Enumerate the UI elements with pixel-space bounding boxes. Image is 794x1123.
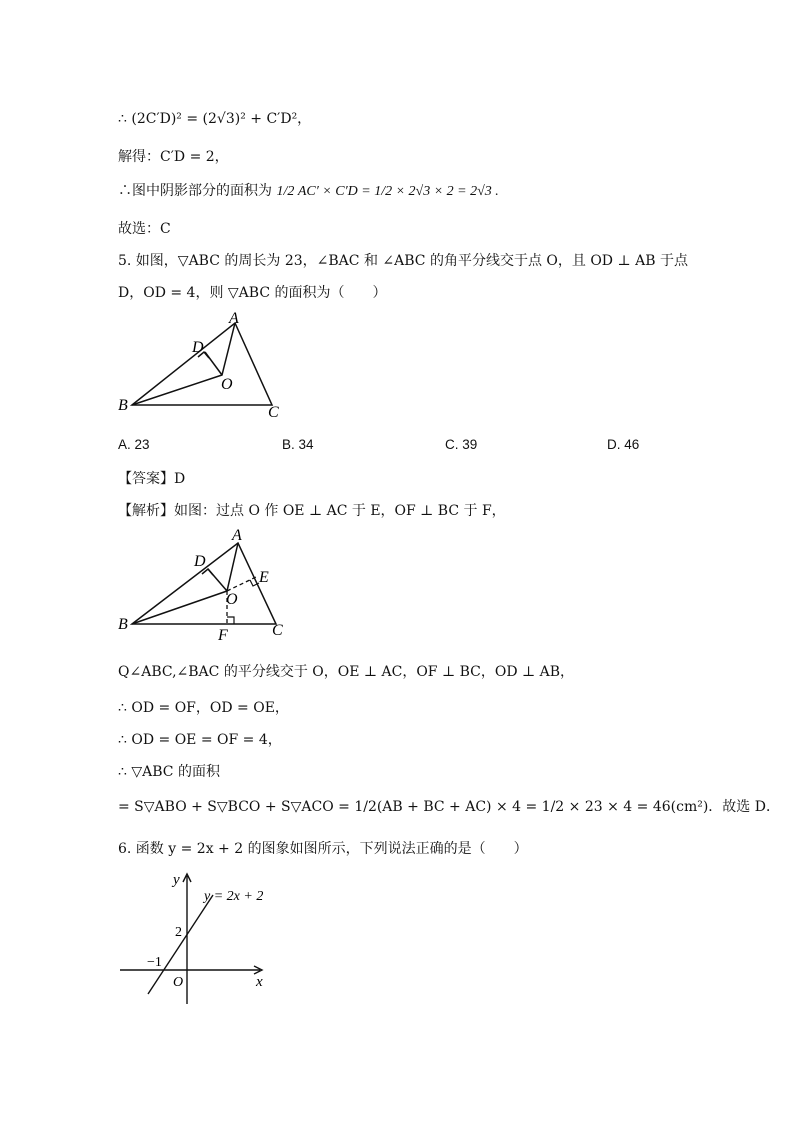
text-line-3 [118, 180, 499, 200]
option-d[interactable]: D. 46 [607, 437, 640, 452]
question-5-line-2: D，OD = 4，则 ▽ABC 的面积为（ ） [118, 285, 387, 301]
triangle-figure-2 [110, 520, 300, 645]
fig2-label-F: F [218, 627, 228, 644]
answer-line: 【答案】D [118, 471, 186, 487]
equation-label: y = 2x + 2 [204, 889, 264, 904]
option-b[interactable]: B. 34 [282, 437, 314, 452]
option-c[interactable]: C. 39 [445, 437, 478, 452]
function-graph [115, 868, 280, 1008]
x-intercept-label: −1 [147, 955, 162, 970]
explanation-line-3: ∴ OD = OE = OF = 4， [118, 732, 282, 748]
text-line-1: ∴ (2C′D)² = (2√3)² + C′D²， [118, 111, 312, 127]
text-line-3-prefix: ∴图中阴影部分的面积为 [118, 183, 277, 199]
origin-label: O [173, 975, 184, 990]
fig1-label-B: B [118, 397, 128, 414]
fig2-label-E: E [259, 569, 269, 586]
fig2-label-C: C [272, 622, 283, 639]
fig1-label-D: D [192, 339, 204, 356]
y-axis-label: y [173, 872, 180, 888]
explanation-line-2: ∴ OD = OF，OD = OE， [118, 700, 289, 716]
text-line-3-math: 1/2 AC′ × C′D = 1/2 × 2√3 × 2 = 2√3 . [276, 184, 499, 199]
explanation-line-5: = S▽ABO + S▽BCO + S▽ACO = 1/2(AB + BC + AC) × 4 = 1/2 × 23 × 4 = 46(cm²)．故选 D． [118, 799, 780, 815]
text-line-2: 解得：C′D = 2， [118, 149, 229, 165]
explanation-line-4: ∴ ▽ABC 的面积 [118, 764, 220, 780]
fig2-label-D: D [194, 553, 206, 570]
explanation-line-1: Q∠ABC,∠BAC 的平分线交于 O，OE ⊥ AC，OF ⊥ BC，OD ⊥ AB， [118, 664, 575, 680]
question-5-line-1: 5. 如图，▽ABC 的周长为 23，∠BAC 和 ∠ABC 的角平分线交于点 O，且 OD ⊥ AB 于点 [118, 253, 688, 269]
fig1-label-O: O [221, 376, 233, 393]
fig2-label-A: A [232, 527, 242, 544]
option-a[interactable]: A. 23 [118, 437, 150, 452]
text-line-4: 故选：C [118, 221, 171, 237]
fig1-label-C: C [268, 404, 279, 420]
question-6-line: 6. 函数 y = 2x + 2 的图象如图所示，下列说法正确的是（ ） [118, 841, 528, 857]
fig2-label-B: B [118, 616, 128, 633]
x-axis-label: x [256, 974, 263, 990]
fig1-label-A: A [229, 310, 239, 327]
triangle-figure-1 [110, 305, 290, 420]
y-intercept-label: 2 [175, 925, 182, 940]
fig2-label-O: O [226, 591, 238, 608]
explanation-line: 【解析】如图：过点 O 作 OE ⊥ AC 于 E，OF ⊥ BC 于 F， [118, 503, 506, 519]
